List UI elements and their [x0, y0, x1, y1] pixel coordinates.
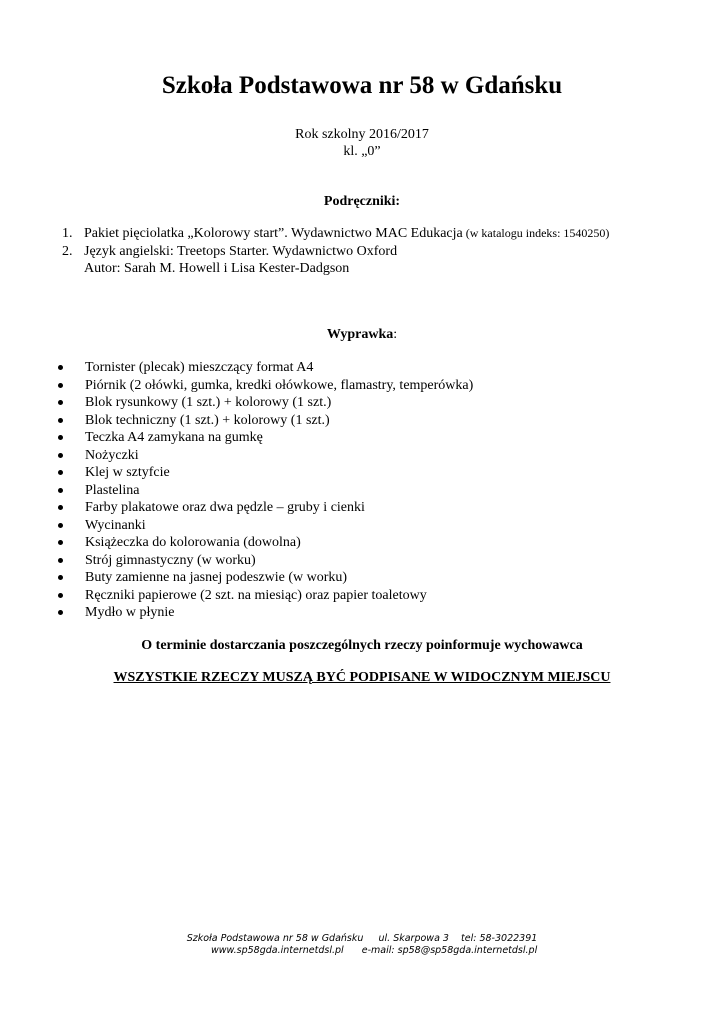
supplies-heading-text: Wyprawka [326, 327, 394, 342]
textbook-item [62, 243, 609, 261]
bullet-icon [58, 435, 63, 440]
list-item-label: Teczka A4 zamykana na gumkę [85, 430, 263, 445]
list-item-label: Książeczka do kolorowania (dowolna) [85, 535, 301, 550]
bullet-icon [58, 575, 63, 580]
list-item [58, 604, 473, 622]
list-item-label: Piórnik (2 ołówki, gumka, kredki ołówkowe, flamastry, temperówka) [85, 377, 474, 393]
bullet-icon [58, 383, 63, 388]
textbook-number: 1. [62, 226, 73, 241]
textbook-item [62, 225, 609, 243]
bullet-icon [58, 593, 63, 598]
list-item-label: Blok rysunkowy (1 szt.) + kolorowy (1 szt.) [85, 395, 332, 410]
bullet-icon [58, 610, 63, 615]
supplies-heading-colon: : [393, 327, 398, 342]
footer-address-line: Szkoła Podstawowa nr 58 w Gdańsku ul. Skarpowa 3 tel: 58-3022391 [186, 933, 538, 944]
list-item [58, 429, 473, 447]
list-item [58, 534, 473, 552]
supplies-list [58, 359, 473, 622]
list-item [58, 394, 473, 412]
document-title: Szkoła Podstawowa nr 58 w Gdańsku [161, 72, 563, 99]
list-item [58, 359, 473, 377]
list-item [58, 569, 473, 587]
footer-contact-line: www.sp58gda.internetdsl.pl e-mail: sp58@sp58gda.internetdsl.pl [186, 945, 538, 956]
list-item-label: Buty zamienne na jasnej podeszwie (w worku) [85, 570, 348, 585]
bullet-icon [58, 540, 63, 545]
list-item [58, 552, 473, 570]
list-item-label: Tornister (plecak) mieszczący format A4 [85, 360, 314, 375]
list-item-label: Blok techniczny (1 szt.) + kolorowy (1 szt.) [85, 412, 330, 428]
list-item [58, 412, 473, 430]
textbook-title: Język angielski: Treetops Starter. Wydawnictwo Oxford [84, 243, 398, 259]
textbook-number: 2. [62, 243, 73, 259]
list-item [58, 517, 473, 535]
bullet-icon [58, 400, 63, 405]
list-item [58, 587, 473, 605]
bullet-icon [58, 558, 63, 563]
notice-text: O terminie dostarczania poszczególnych rzeczy poinformuje wychowawca [141, 638, 583, 653]
list-item [58, 377, 473, 395]
list-item [58, 482, 473, 500]
bullet-icon [58, 488, 63, 493]
supplies-heading [0, 326, 724, 343]
list-item [58, 464, 473, 482]
list-item-label: Farby plakatowe oraz dwa pędzle – gruby i cienki [85, 500, 365, 515]
textbook-catalog-note: (w katalogu indeks: 1540250) [462, 226, 610, 240]
warning-text: WSZYSTKIE RZECZY MUSZĄ BYĆ PODPISANE W WIDOCZNYM MIEJSCU [113, 670, 611, 685]
textbook-item-continued [62, 260, 609, 278]
textbooks-heading [0, 193, 724, 210]
textbook-text [84, 225, 609, 243]
bullet-icon [58, 505, 63, 510]
textbooks-heading-text: Podręczniki: [323, 194, 401, 209]
bullet-icon [58, 418, 63, 423]
list-item-label: Nożyczki [85, 447, 139, 463]
class-label: kl. „0” [343, 144, 381, 159]
list-item-label: Wycinanki [85, 517, 146, 533]
list-item-label: Strój gimnastyczny (w worku) [85, 552, 256, 568]
textbook-author: Autor: Sarah M. Howell i Lisa Kester-Dadgson [84, 261, 350, 276]
bullet-icon [58, 470, 63, 475]
bullet-icon [58, 453, 63, 458]
list-item-label: Ręczniki papierowe (2 szt. na miesiąc) oraz papier toaletowy [85, 587, 427, 603]
textbooks-list [62, 225, 609, 278]
list-item-label: Mydło w płynie [85, 605, 175, 620]
list-item [58, 499, 473, 517]
list-item [58, 447, 473, 465]
bullet-icon [58, 365, 63, 370]
school-year: Rok szkolny 2016/2017 [295, 127, 429, 142]
bullet-icon [58, 523, 63, 528]
textbook-title: Pakiet pięciolatka „Kolorowy start”. Wydawnictwo MAC Edukacja [84, 226, 463, 241]
list-item-label: Klej w sztyfcie [85, 465, 170, 480]
list-item-label: Plastelina [85, 482, 140, 498]
